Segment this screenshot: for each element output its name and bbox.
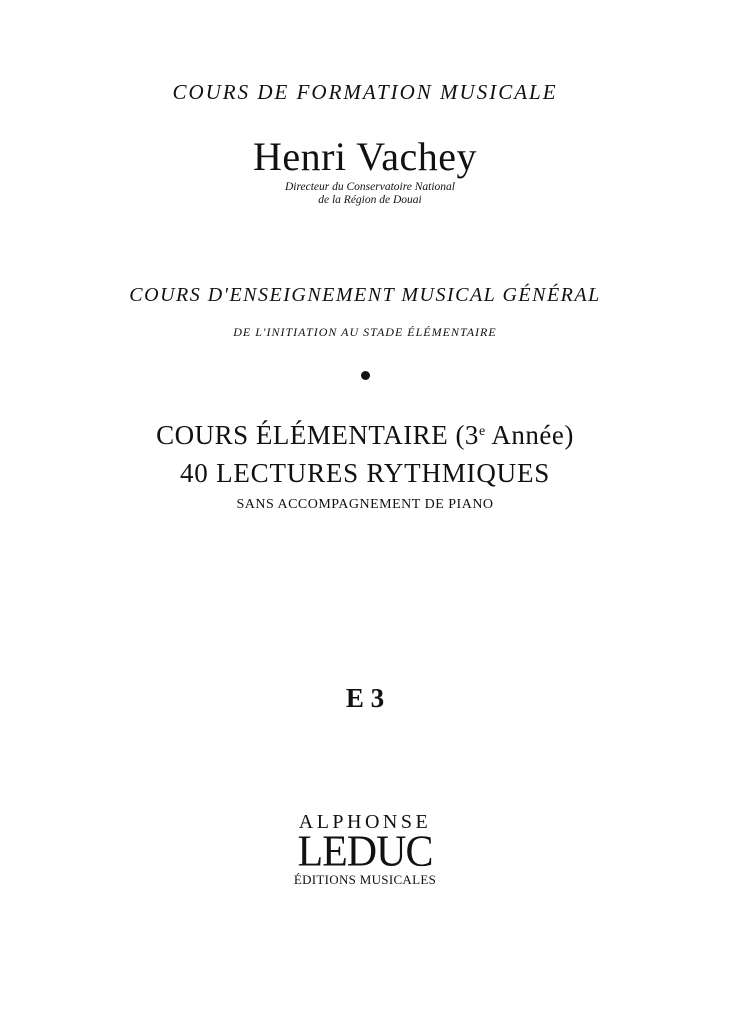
course-title: COURS D'ENSEIGNEMENT MUSICAL GÉNÉRAL bbox=[129, 284, 601, 306]
author-role-line2: de la Région de Douai bbox=[318, 194, 422, 206]
level-title bbox=[0, 420, 730, 451]
volume-subtitle: SANS ACCOMPAGNEMENT DE PIANO bbox=[236, 497, 494, 512]
level-superscript: e bbox=[478, 424, 486, 439]
author-name: Henri Vachey bbox=[252, 134, 478, 179]
level-prefix: COURS ÉLÉMENTAIRE (3 bbox=[156, 420, 479, 450]
publisher-line1: ALPHONSE bbox=[298, 811, 432, 833]
volume-title: 40 LECTURES RYTHMIQUES bbox=[179, 458, 551, 488]
bullet-separator bbox=[361, 371, 370, 380]
series-title: COURS DE FORMATION MUSICALE bbox=[172, 80, 558, 104]
author-role-line1: Directeur du Conservatoire National bbox=[284, 181, 456, 193]
level-suffix: Année) bbox=[485, 420, 574, 450]
course-subtitle: DE L'INITIATION AU STADE ÉLÉMENTAIRE bbox=[233, 325, 497, 339]
publisher-line3: ÉDITIONS MUSICALES bbox=[293, 872, 437, 887]
volume-code: E 3 bbox=[345, 683, 385, 713]
publisher-line2: LEDUC bbox=[297, 827, 433, 877]
